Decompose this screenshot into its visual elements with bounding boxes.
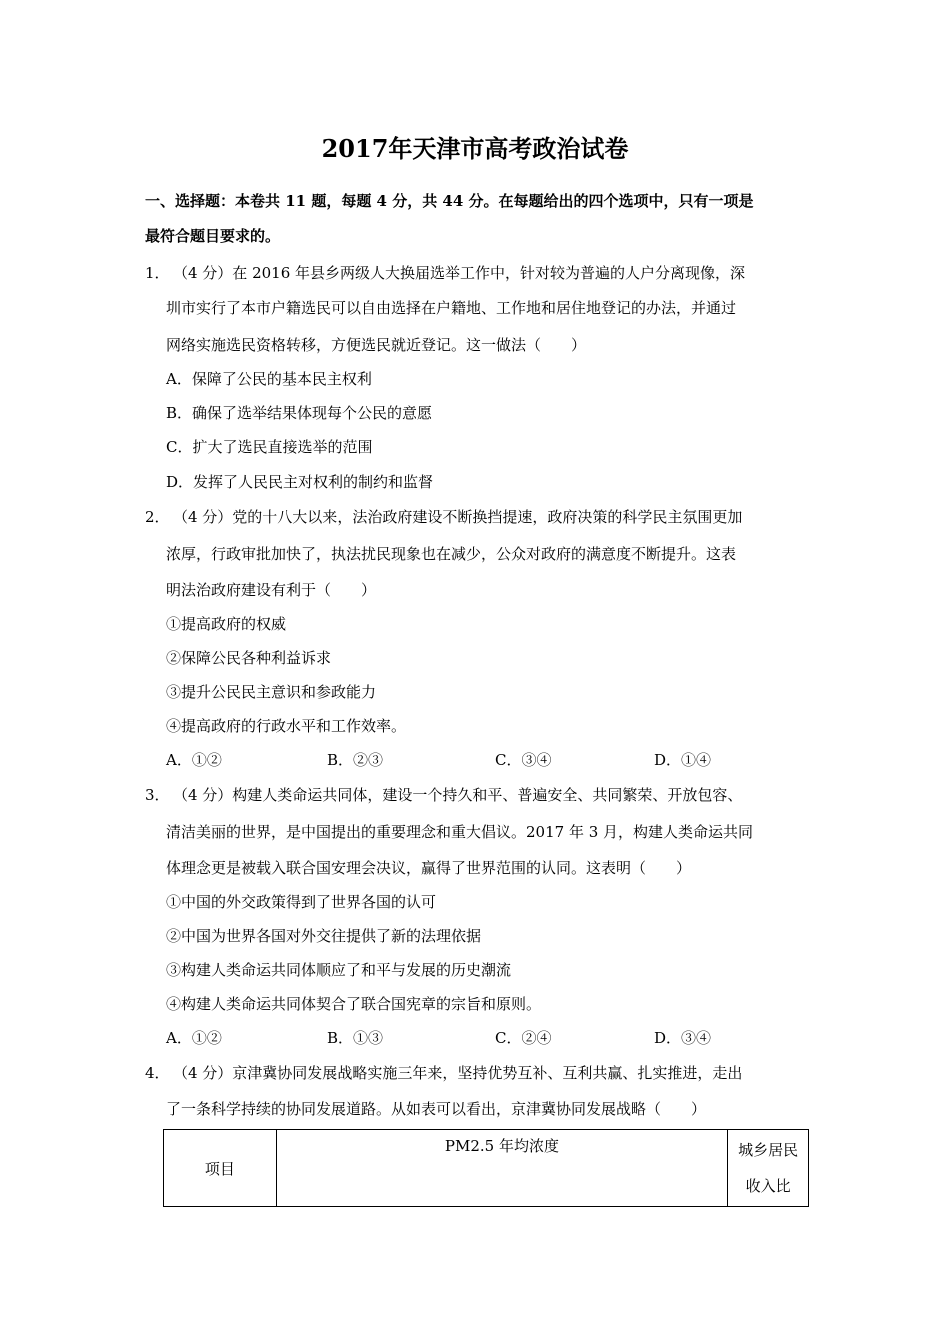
question-3-item-3: ③构建人类命运共同体顺应了和平与发展的历史潮流 <box>166 961 512 979</box>
question-4-line2: 了一条科学持续的协同发展道路。从如表可以看出，京津冀协同发展战略（ ） <box>166 1100 707 1118</box>
table-row <box>164 1130 809 1207</box>
question-3-line3: 体理念更是被载入联合国安理会决议，赢得了世界范围的认同。这表明（ ） <box>166 859 692 877</box>
question-1-option-b: B．确保了选举结果体现每个公民的意愿 <box>166 404 433 422</box>
question-1-line2: 圳市实行了本市户籍选民可以自由选择在户籍地、工作地和居住地登记的办法，并通过 <box>166 299 737 317</box>
question-3-option-a: A．①② <box>166 1029 222 1047</box>
question-1-option-c: C．扩大了选民直接选举的范围 <box>166 438 373 456</box>
question-1-line3: 网络实施选民资格转移，方便选民就近登记。这一做法（ ） <box>166 336 587 354</box>
question-2-item-4: ④提高政府的行政水平和工作效率。 <box>166 717 407 735</box>
question-4-number: 4． <box>145 1064 170 1082</box>
question-2-item-1: ①提高政府的权威 <box>166 615 287 633</box>
question-2-option-c: C．③④ <box>495 751 552 769</box>
question-1-line1: （4 分）在 2016 年县乡两级人大换届选举工作中，针对较为普遍的人户分离现像，深 <box>173 264 746 282</box>
question-3-line1: （4 分）构建人类命运共同体，建设一个持久和平、普遍安全、共同繁荣、开放包容、 <box>173 786 743 804</box>
question-1-option-a: A．保障了公民的基本民主权利 <box>166 370 372 388</box>
table-header-item: 项目 <box>164 1130 277 1207</box>
table-header-income-ratio: 城乡居民 收入比 <box>728 1130 809 1207</box>
question-2-line2: 浓厚，行政审批加快了，执法扰民现象也在减少，公众对政府的满意度不断提升。这表 <box>166 545 737 563</box>
question-2-item-3: ③提升公民民主意识和参政能力 <box>166 683 377 701</box>
question-3-item-4: ④构建人类命运共同体契合了联合国宪章的宗旨和原则。 <box>166 995 542 1013</box>
section-heading-line1: 一、选择题：本卷共 11 题，每题 4 分，共 44 分。在每题给出的四个选项中，只有一项是 <box>145 192 754 210</box>
question-3-option-d: D．③④ <box>654 1029 712 1047</box>
section-heading-line2: 最符合题目要求的。 <box>145 227 281 245</box>
table-header-pm25: PM2.5 年均浓度 <box>276 1130 728 1207</box>
question-2-line3: 明法治政府建设有利于（ ） <box>166 581 377 599</box>
question-3-item-2: ②中国为世界各国对外交往提供了新的法理依据 <box>166 927 482 945</box>
question-2-option-a: A．①② <box>166 751 222 769</box>
question-1-number: 1． <box>145 264 170 282</box>
question-3-line2: 清洁美丽的世界，是中国提出的重要理念和重大倡议。2017 年 3 月，构建人类命运共同 <box>166 823 754 841</box>
question-3-option-c: C．②④ <box>495 1029 552 1047</box>
question-4-table <box>163 1129 809 1207</box>
question-2-option-b: B．②③ <box>327 751 384 769</box>
question-2-number: 2． <box>145 508 170 526</box>
question-1-option-d: D．发挥了人民民主对权利的制约和监督 <box>166 473 434 491</box>
question-2-line1: （4 分）党的十八大以来，法治政府建设不断换挡提速，政府决策的科学民主氛围更加 <box>173 508 743 526</box>
question-2-option-d: D．①④ <box>654 751 712 769</box>
question-2-item-2: ②保障公民各种利益诉求 <box>166 649 332 667</box>
question-3-number: 3． <box>145 786 170 804</box>
question-4-line1: （4 分）京津冀协同发展战略实施三年来，坚持优势互补、互利共赢、扎实推进，走出 <box>173 1064 743 1082</box>
page-title: 2017年天津市高考政治试卷 <box>321 134 629 163</box>
question-3-option-b: B．①③ <box>327 1029 384 1047</box>
question-3-item-1: ①中国的外交政策得到了世界各国的认可 <box>166 893 437 911</box>
